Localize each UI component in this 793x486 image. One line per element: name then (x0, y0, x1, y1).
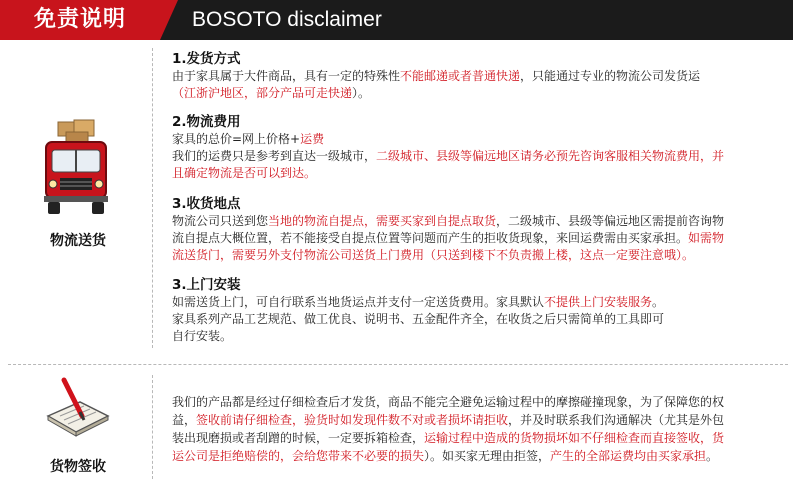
section-line (172, 165, 782, 182)
text: 由于家具属于大件商品，具有一定的特殊性 (172, 69, 401, 83)
section-shipping-method (172, 50, 782, 102)
clipboard-pen-icon (42, 376, 114, 442)
text: 流自提点大概位置，若不能接受自提点位置等问题而产生的拒收货现象，来回运费需由买家承担。 (172, 231, 689, 245)
section-installation (172, 276, 782, 345)
text: （ (172, 86, 185, 100)
section-line: 家具系列产品工艺规范、做工优良、说明书、五金配件齐全，在收货之后只需简单的工具即可 (172, 312, 665, 326)
section-receipt (172, 393, 782, 465)
text: ，并及时联系我们沟通解决（尤其是外包 (508, 413, 725, 427)
highlight-text: 当地的物流自提点，需要买家到自提点取货 (268, 214, 497, 228)
truck-icon (36, 118, 116, 218)
shipping-side-label: 物流送货 (50, 233, 106, 249)
section-title: 3.上门安装 (172, 277, 241, 293)
section-line (172, 230, 782, 247)
text: 我们的运费只是参考到直达一级城市， (172, 149, 377, 163)
section-line (172, 294, 782, 311)
text: 装出现磨损或者刮蹭的时候，一定要拆箱检查， (172, 431, 425, 445)
section-line: 我们的产品都是经过仔细检查后才发货，商品不能完全避免运输过程中的摩擦碰撞现象，为了保障您的权 (172, 395, 725, 409)
page-title: BOSOTO disclaimer (192, 8, 382, 31)
highlight-text: 运费 (300, 132, 325, 146)
section-title: 3.收货地点 (172, 196, 241, 212)
highlight-text: 江浙沪地区，部分产品可走快递 (184, 86, 353, 100)
section-line (172, 429, 782, 447)
section-line (172, 85, 782, 102)
text: ）。如买家无理由拒签， (424, 449, 551, 463)
vertical-divider (152, 48, 153, 348)
section-title: 2.物流费用 (172, 114, 241, 130)
text: 家具的总价=网上价格+ (172, 132, 301, 146)
text: 物流公司只送到您 (172, 214, 269, 228)
highlight-text: 流送货门，需要另外支付物流公司送货上门费用（只送到楼下不负责搬上楼，这点一定要注意哦）。 (172, 248, 695, 262)
highlight-text: 不能邮递或者普通快递 (400, 69, 521, 83)
section-line (172, 411, 782, 429)
section-line (172, 247, 782, 264)
text: ，二级城市、县级等偏远地区需提前咨询物 (496, 214, 725, 228)
text: ）。 (352, 86, 371, 100)
text: 。 (652, 295, 665, 309)
text: 。 (706, 449, 719, 463)
text: 益， (172, 413, 197, 427)
text: ，只能通过专业的物流公司发货运 (520, 69, 701, 83)
tab-notch (160, 0, 178, 40)
section-shipping-fee (172, 113, 782, 182)
highlight-text: 如需物 (688, 231, 725, 245)
section-title: 1.发货方式 (172, 51, 241, 67)
section-line (172, 68, 782, 85)
disclaimer-tab-label: 免责说明 (0, 0, 160, 40)
highlight-text: 产生的全部运费均由买家承担 (550, 449, 707, 463)
highlight-text: 二级城市、县级等偏远地区请务必预先咨询客服相关物流费用，并 (376, 149, 725, 163)
text: 如需送货上门，可自行联系当地货运点并支付一定送货费用。家具默认 (172, 295, 545, 309)
header-bar (0, 0, 793, 40)
section-line: 自行安装。 (172, 329, 233, 343)
section-line (172, 131, 782, 148)
section-delivery-location (172, 195, 782, 264)
section-line (172, 148, 782, 165)
highlight-text: 签收前请仔细检查，验货时如发现件数不对或者损坏请拒收 (196, 413, 509, 427)
highlight-text: 运输过程中造成的货物损坏如不仔细检查而直接签收，货 (424, 431, 725, 445)
highlight-text: 且确定物流是否可以到达。 (172, 166, 317, 180)
section-line (172, 213, 782, 230)
vertical-divider-lower (152, 375, 153, 479)
horizontal-divider (8, 364, 788, 365)
highlight-text: 运公司是拒绝赔偿的，会给您带来不必要的损失 (172, 449, 425, 463)
section-line (172, 447, 782, 465)
receipt-side-label: 货物签收 (50, 459, 106, 475)
highlight-text: 不提供上门安装服务 (544, 295, 653, 309)
